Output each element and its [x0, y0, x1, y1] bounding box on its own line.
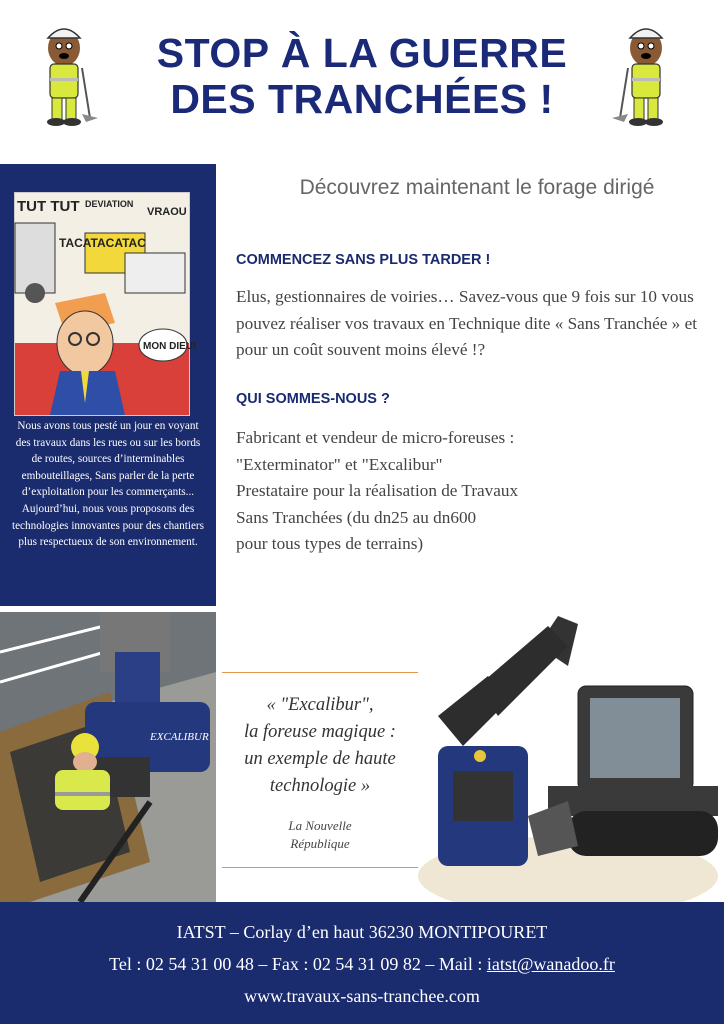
mole-worker-mascot-left	[28, 18, 100, 130]
quote-line: un exemple de haute	[244, 749, 396, 769]
about-line: Prestataire pour la réalisation de Travaux	[236, 481, 519, 500]
footer-phone-fax: Tel : 02 54 31 00 48 – Fax : 02 54 31 09 82 – Mail :	[109, 954, 487, 974]
cartoon-drawing	[15, 193, 197, 415]
page-title	[100, 30, 624, 122]
sidebar-text: Nous avons tous pesté un jour en voyant des travaux dans les rues ou sur les bords de routes, sources d’interminables embouteillages, Sans parler de la perte d’exploitation pour les commerçants... Aujourd’hui, nous vous proposons des technologies innovantes pour des chantiers plus respectueux de son environnement.	[11, 420, 204, 549]
about-line: pour tous types de terrains)	[236, 534, 424, 553]
footer	[0, 902, 724, 1024]
cartoon-sound-3: VRAOU	[147, 206, 187, 218]
section-text-about	[236, 425, 706, 558]
source-line: La Nouvelle	[288, 818, 352, 833]
mole-worker-mascot-right	[610, 18, 682, 130]
machine-label: EXCALIBUR	[150, 731, 209, 743]
about-line: "Exterminator" et "Excalibur"	[236, 454, 443, 474]
quote-divider-top	[222, 672, 418, 673]
quote-source	[222, 817, 418, 853]
quote-text	[222, 692, 418, 800]
footer-address: IATST – Corlay d’en haut 36230 MONTIPOURET	[176, 922, 548, 942]
cartoon-sound-5: MON DIEU!	[143, 341, 197, 352]
title-line-2: DES TRANCHÉES !	[170, 76, 554, 122]
section-text-start: Elus, gestionnaires de voiries… Savez-vous que 9 fois sur 10 vous pouvez réaliser vos travaux en Technique dite « Sans Tranchée » et pour un coût souvent moins élevé !?	[236, 287, 697, 359]
subtitle: Découvrez maintenant le forage dirigé	[299, 176, 655, 199]
source-line: République	[290, 836, 350, 851]
footer-contact	[0, 954, 724, 975]
about-line: Fabricant et vendeur de micro-foreuses :	[236, 428, 515, 447]
cartoon-sound-2: DEVIATION	[85, 199, 134, 209]
quote-box	[222, 672, 418, 868]
quote-divider-bottom	[222, 867, 418, 868]
email-link[interactable]: iatst@wanadoo.fr	[486, 954, 615, 974]
cartoon-sound-1: TUT TUT	[17, 198, 80, 215]
trench-worker-photo	[0, 612, 216, 902]
cartoon-sound-4: TACATACATAC	[59, 236, 146, 250]
quote-line: « "Excalibur",	[266, 695, 374, 715]
excavator-drawing	[418, 606, 724, 900]
section-heading-start: COMMENCEZ SANS PLUS TARDER !	[236, 252, 491, 268]
website-link[interactable]: www.travaux-sans-tranchee.com	[244, 986, 480, 1006]
header	[0, 0, 724, 150]
quote-line: technologie »	[269, 776, 371, 796]
traffic-cartoon-illustration	[14, 192, 197, 416]
trench-scene	[0, 612, 216, 902]
about-line: Sans Tranchées (du dn25 au dn600	[236, 507, 477, 527]
excavator-drill-photo	[418, 606, 724, 900]
title-line-1: STOP À LA GUERRE	[156, 30, 568, 76]
quote-line: la foreuse magique :	[244, 722, 396, 742]
section-heading-about: QUI SOMMES-NOUS ?	[236, 391, 390, 407]
